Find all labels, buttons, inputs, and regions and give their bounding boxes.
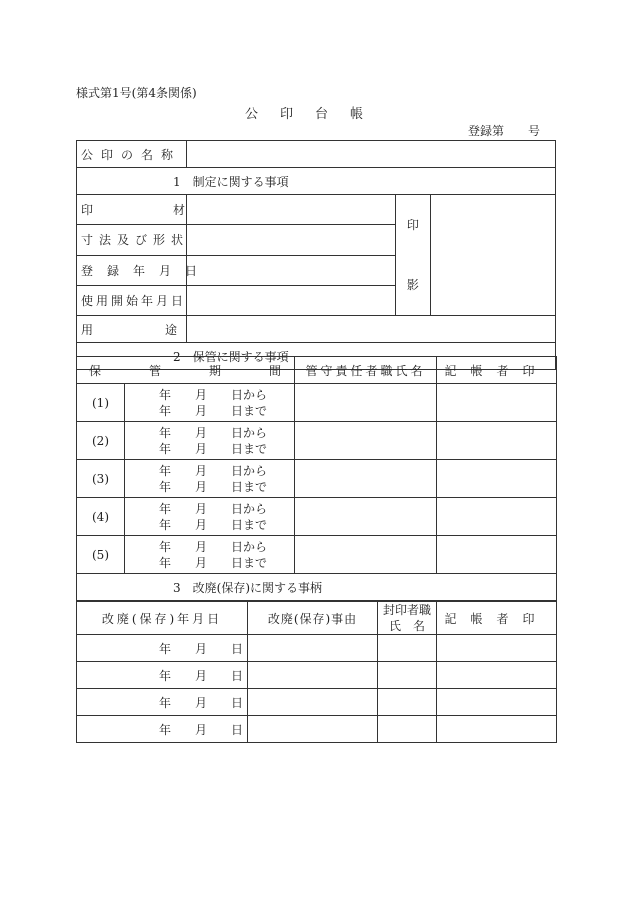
seal-name-label: 公印の名称 <box>77 141 187 168</box>
form-number: 様式第1号(第4条関係) <box>76 86 197 100</box>
abolition-reason-header: 改廃(保存)事由 <box>248 602 378 635</box>
section2-title: 2 保管に関する事項 <box>77 343 556 370</box>
storage-from: 年 月 日から <box>159 387 268 402</box>
storage-to: 年 月 日まで <box>159 479 268 494</box>
abolition-reason-cell[interactable] <box>248 635 378 662</box>
storage-table <box>76 356 557 601</box>
recorder-cell[interactable] <box>437 662 557 689</box>
storage-from: 年 月 日から <box>159 539 268 554</box>
reg-date-value[interactable] <box>187 255 395 285</box>
storage-from: 年 月 日から <box>159 501 268 516</box>
abolition-table <box>76 601 557 743</box>
recorder-cell[interactable] <box>437 536 557 574</box>
abolition-date-cell[interactable]: 年 月 日 <box>77 635 248 662</box>
sealer-header-bottom: 氏 名 <box>388 619 425 633</box>
recorder-cell[interactable] <box>437 384 557 422</box>
sealer-cell[interactable] <box>378 662 437 689</box>
sealer-header-top: 封印者職 <box>382 603 431 617</box>
recorder-cell[interactable] <box>437 689 557 716</box>
custodian-cell[interactable] <box>295 498 437 536</box>
sealer-cell[interactable] <box>378 635 437 662</box>
sealer-cell[interactable] <box>378 716 437 743</box>
recorder-cell[interactable] <box>437 498 557 536</box>
impression-label <box>395 195 430 316</box>
storage-row-dates[interactable] <box>125 422 295 460</box>
custodian-cell[interactable] <box>295 384 437 422</box>
abolition-reason-cell[interactable] <box>248 716 378 743</box>
abolition-reason-cell[interactable] <box>248 662 378 689</box>
recorder-cell[interactable] <box>437 460 557 498</box>
use-start-value[interactable] <box>187 285 395 315</box>
impression-label-bottom: 影 <box>406 278 419 292</box>
storage-row-dates[interactable] <box>125 384 295 422</box>
sealer-cell[interactable] <box>378 689 437 716</box>
storage-row-num: (1) <box>77 384 125 422</box>
size-shape-value[interactable] <box>187 225 395 255</box>
recorder-cell[interactable] <box>437 422 557 460</box>
storage-row-num: (2) <box>77 422 125 460</box>
seal-name-value[interactable] <box>187 141 556 168</box>
use-start-label: 使用開始年月日 <box>77 285 187 315</box>
storage-row-num: (4) <box>77 498 125 536</box>
storage-from: 年 月 日から <box>159 463 268 478</box>
storage-row-num: (3) <box>77 460 125 498</box>
sealer-header <box>378 602 437 635</box>
custodian-cell[interactable] <box>295 460 437 498</box>
seal-info-table <box>76 140 556 370</box>
abolition-reason-cell[interactable] <box>248 689 378 716</box>
reg-date-label: 登録年月日 <box>77 255 187 285</box>
storage-row-dates[interactable] <box>125 460 295 498</box>
size-shape-label: 寸法及び形状 <box>77 225 187 255</box>
recorder-cell[interactable] <box>437 635 557 662</box>
section1-title: 1 制定に関する事項 <box>77 168 556 195</box>
abolition-date-cell[interactable]: 年 月 日 <box>77 689 248 716</box>
storage-to: 年 月 日まで <box>159 441 268 456</box>
storage-row-dates[interactable] <box>125 498 295 536</box>
abolition-date-cell[interactable]: 年 月 日 <box>77 716 248 743</box>
custodian-cell[interactable] <box>295 422 437 460</box>
recorder-seal-header: 記帳者印 <box>437 357 557 384</box>
material-label: 印材 <box>77 195 187 225</box>
abolition-date-cell[interactable]: 年 月 日 <box>77 662 248 689</box>
storage-to: 年 月 日まで <box>159 517 268 532</box>
document-title: 公印台帳 <box>244 107 385 122</box>
abolition-date-header: 改廃(保存)年月日 <box>77 602 248 635</box>
recorder-header: 記帳者印 <box>437 602 557 635</box>
storage-row-num: (5) <box>77 536 125 574</box>
recorder-cell[interactable] <box>437 716 557 743</box>
storage-row-dates[interactable] <box>125 536 295 574</box>
purpose-label: 用途 <box>77 316 187 343</box>
storage-from: 年 月 日から <box>159 425 268 440</box>
storage-to: 年 月 日まで <box>159 403 268 418</box>
custodian-cell[interactable] <box>295 536 437 574</box>
storage-to: 年 月 日まで <box>159 555 268 570</box>
impression-area[interactable] <box>431 195 556 316</box>
registration-number: 登録第 号 <box>467 124 540 138</box>
impression-label-top: 印 <box>406 218 419 232</box>
custodian-header: 管守責任者職氏名 <box>295 357 437 384</box>
section3-title: 3 改廃(保存)に関する事柄 <box>77 574 557 601</box>
storage-period-header: 保管期間 <box>77 357 295 384</box>
